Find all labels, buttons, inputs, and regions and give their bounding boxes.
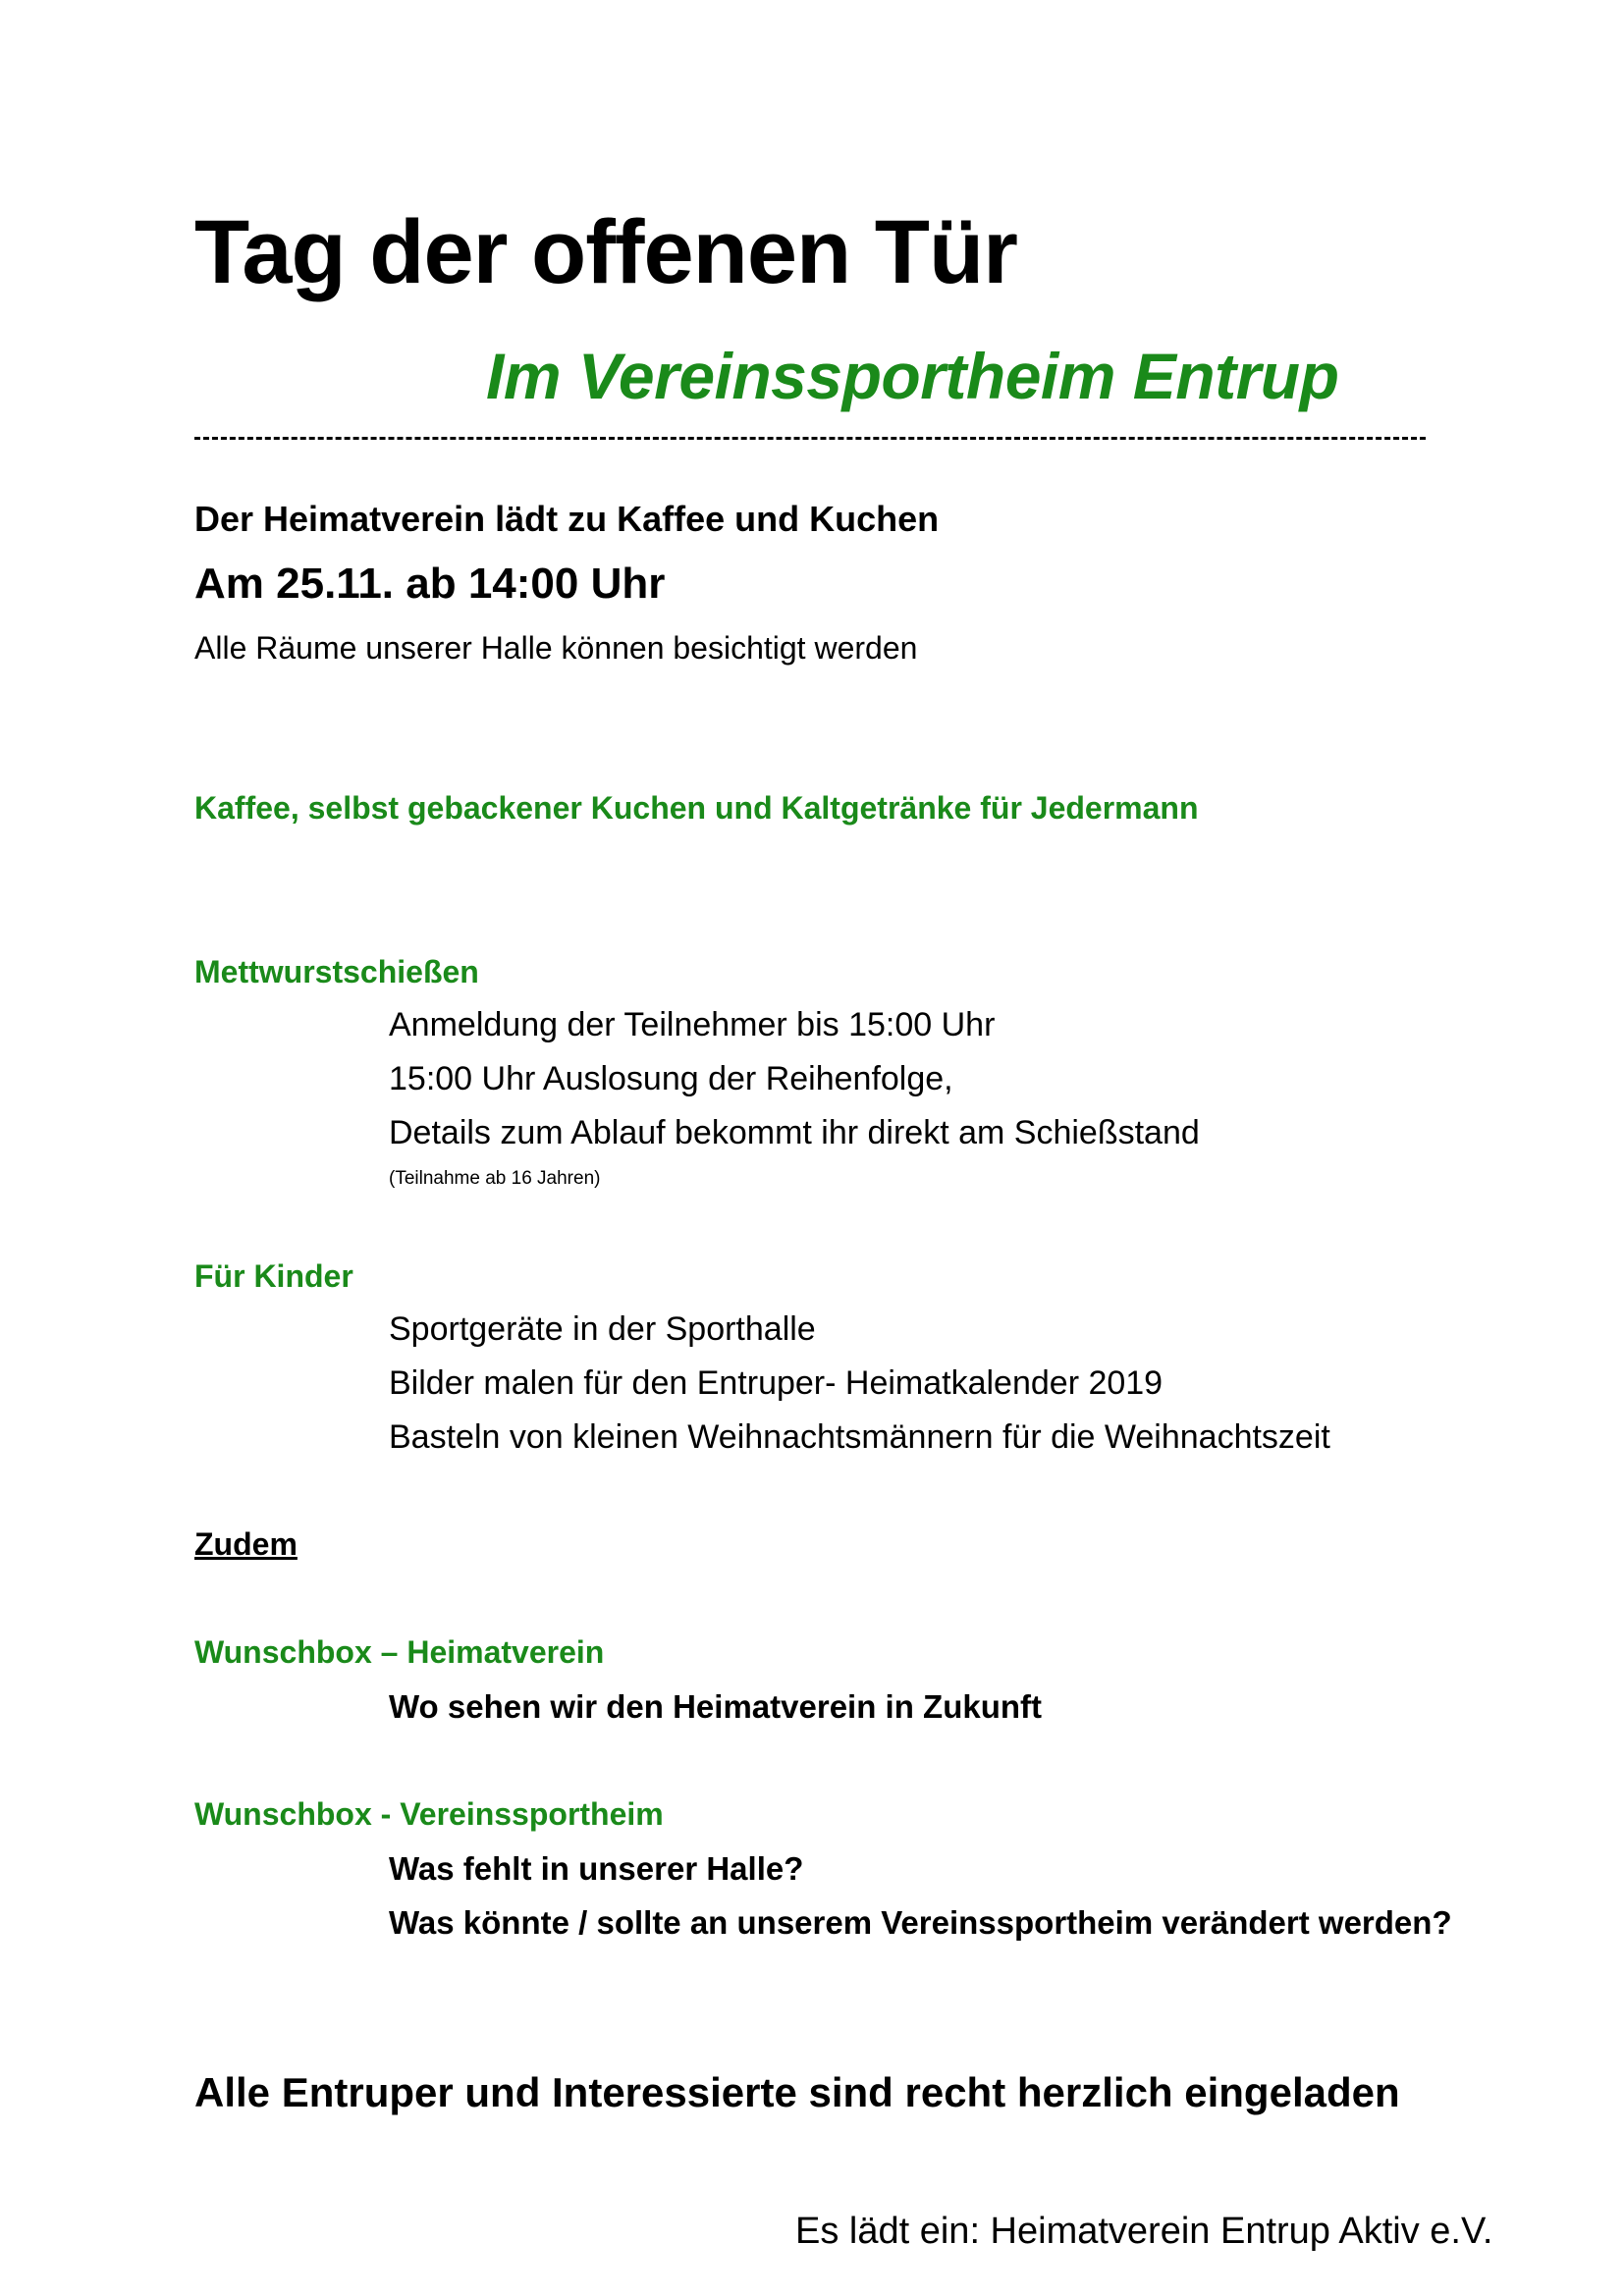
section-heading-zudem: Zudem — [194, 1526, 298, 1562]
list-item: Wo sehen wir den Heimatverein in Zukunft — [389, 1688, 1042, 1725]
page-title: Tag der offenen Tür — [194, 202, 1017, 302]
list-item: Anmeldung der Teilnehmer bis 15:00 Uhr — [389, 1006, 996, 1043]
section-heading-mettwurst: Mettwurstschießen — [194, 954, 479, 989]
rooms-text: Alle Räume unserer Halle können besichtigt werden — [194, 630, 918, 666]
section-heading-wunschbox-sportheim: Wunschbox - Vereinssportheim — [194, 1796, 664, 1832]
list-item: Details zum Ablauf bekommt ihr direkt am Schießstand — [389, 1114, 1200, 1151]
list-item: Basteln von kleinen Weihnachtsmännern für die Weihnachtszeit — [389, 1418, 1330, 1456]
section-heading-kinder: Für Kinder — [194, 1258, 353, 1294]
age-note: (Teilnahme ab 16 Jahren) — [389, 1168, 601, 1189]
list-item: Was fehlt in unserer Halle? — [389, 1850, 804, 1887]
closing-text: Alle Entruper und Interessierte sind recht herzlich eingeladen — [194, 2069, 1400, 2115]
list-item: 15:00 Uhr Auslosung der Reihenfolge, — [389, 1060, 953, 1097]
list-item: Bilder malen für den Entruper- Heimatkalender 2019 — [389, 1364, 1164, 1402]
catering-text: Kaffee, selbst gebackener Kuchen und Kaltgetränke für Jedermann — [194, 790, 1199, 826]
list-item: Was könnte / sollte an unserem Vereinssportheim verändert werden? — [389, 1904, 1452, 1941]
invite-text: Der Heimatverein lädt zu Kaffee und Kuchen — [194, 499, 940, 539]
list-item: Sportgeräte in der Sporthalle — [389, 1310, 816, 1348]
dashed-divider — [194, 437, 1426, 440]
event-date: Am 25.11. ab 14:00 Uhr — [194, 560, 666, 608]
signature-text: Es lädt ein: Heimatverein Entrup Aktiv e.V. — [795, 2211, 1493, 2252]
page-subtitle: Im Vereinssportheim Entrup — [486, 340, 1339, 412]
section-heading-wunschbox-heimatverein: Wunschbox – Heimatverein — [194, 1634, 605, 1670]
